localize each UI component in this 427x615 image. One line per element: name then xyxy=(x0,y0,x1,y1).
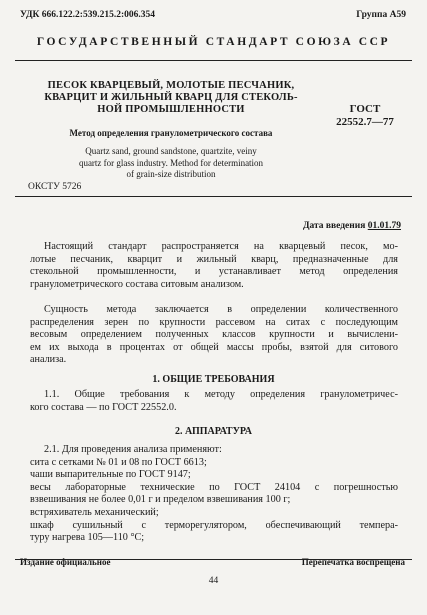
reprint-prohibited-label: Перепечатка воспрещена xyxy=(301,557,405,567)
section-heading-general: 1. ОБЩИЕ ТРЕБОВАНИЯ xyxy=(152,374,275,385)
text-line: гранулометрического состава ситовым анализом. xyxy=(30,278,244,290)
method-en-line: quartz for glass industry. Method for determination xyxy=(78,157,264,168)
text-line: кого состава — по ГОСТ 22552.0. xyxy=(30,401,177,413)
text-line: ем их выхода в процентах от общей массы пробы, взятой для ситового xyxy=(30,341,398,353)
text-line: Сущность метода заключается в определении количественного xyxy=(44,304,398,315)
text-line: стекольной промышленности, и устанавливает метод определения xyxy=(30,266,398,278)
intro-date-label: Дата введения xyxy=(302,221,366,231)
text-line: весы лабораторные технические по ГОСТ 24104 с погрешностью xyxy=(30,481,398,493)
intro-date-value: 01.01.79 xyxy=(367,221,401,231)
title-line: КВАРЦИТ И ЖИЛЬНЫЙ КВАРЦ ДЛЯ СТЕКОЛЬ- xyxy=(44,92,298,103)
method-title-en xyxy=(28,146,314,181)
text-line: 1.1. Общие требования к методу определения гранулометричес- xyxy=(44,389,398,400)
gost-number: 22552.7—77 xyxy=(336,116,394,128)
okstu-code: ОКСТУ 5726 xyxy=(28,182,82,192)
page-number: 44 xyxy=(208,576,219,586)
text-line: туру нагрева 105—110 °С; xyxy=(30,532,145,544)
text-line: шкаф сушильный с терморегулятором, обеспечивающий темпера- xyxy=(30,519,398,531)
official-edition-label: Издание официальное xyxy=(20,557,111,567)
title-line: НОЙ ПРОМЫШЛЕННОСТИ xyxy=(97,104,245,115)
group-code: Группа А59 xyxy=(356,10,406,20)
text-line: распределения зерен по крупности рассевом на ситах с последующим xyxy=(30,316,398,328)
standard-title: ГОСУДАРСТВЕННЫЙ СТАНДАРТ СОЮЗА ССР xyxy=(36,36,391,48)
introduction-date xyxy=(303,221,401,231)
method-en-line: Quartz sand, ground sandstone, quartzite, veiny xyxy=(85,146,257,156)
gost-label: ГОСТ xyxy=(349,103,381,115)
title-rule xyxy=(15,196,412,197)
paragraph-scope xyxy=(30,241,398,291)
header-rule xyxy=(15,60,412,61)
text-line: лотые песчаник, кварцит и жильный кварц, предназначенные для xyxy=(30,253,398,265)
method-title-ru: Метод определения гранулометрического состава xyxy=(69,128,273,138)
document-title xyxy=(28,80,314,116)
title-line: ПЕСОК КВАРЦЕВЫЙ, МОЛОТЫЕ ПЕСЧАНИК, xyxy=(47,80,295,91)
text-line: встряхиватель механический; xyxy=(30,506,159,518)
text-line: взвешивания не более 0,01 г и пределом взвешивания 100 г; xyxy=(30,494,291,506)
text-line: анализа. xyxy=(30,354,67,366)
text-line: Настоящий стандарт распространяется на кварцевый песок, мо- xyxy=(44,241,398,252)
paragraph-method-essence xyxy=(30,304,398,367)
paragraph-2-1 xyxy=(30,444,398,545)
text-line: весовым определением полученных классов крупности и вычислени- xyxy=(30,329,398,341)
section-heading-apparatus: 2. АППАРАТУРА xyxy=(175,426,252,437)
method-en-line: of grain-size distribution xyxy=(126,169,216,179)
text-line: сита с сетками № 01 и 08 по ГОСТ 6613; xyxy=(30,456,207,468)
paragraph-1-1 xyxy=(30,389,398,414)
text-line: 2.1. Для проведения анализа применяют: xyxy=(44,444,222,455)
text-line: чаши выпарительные по ГОСТ 9147; xyxy=(30,469,191,481)
udk-code: УДК 666.122.2:539.215.2:006.354 xyxy=(20,10,156,20)
gost-designation xyxy=(326,103,404,129)
